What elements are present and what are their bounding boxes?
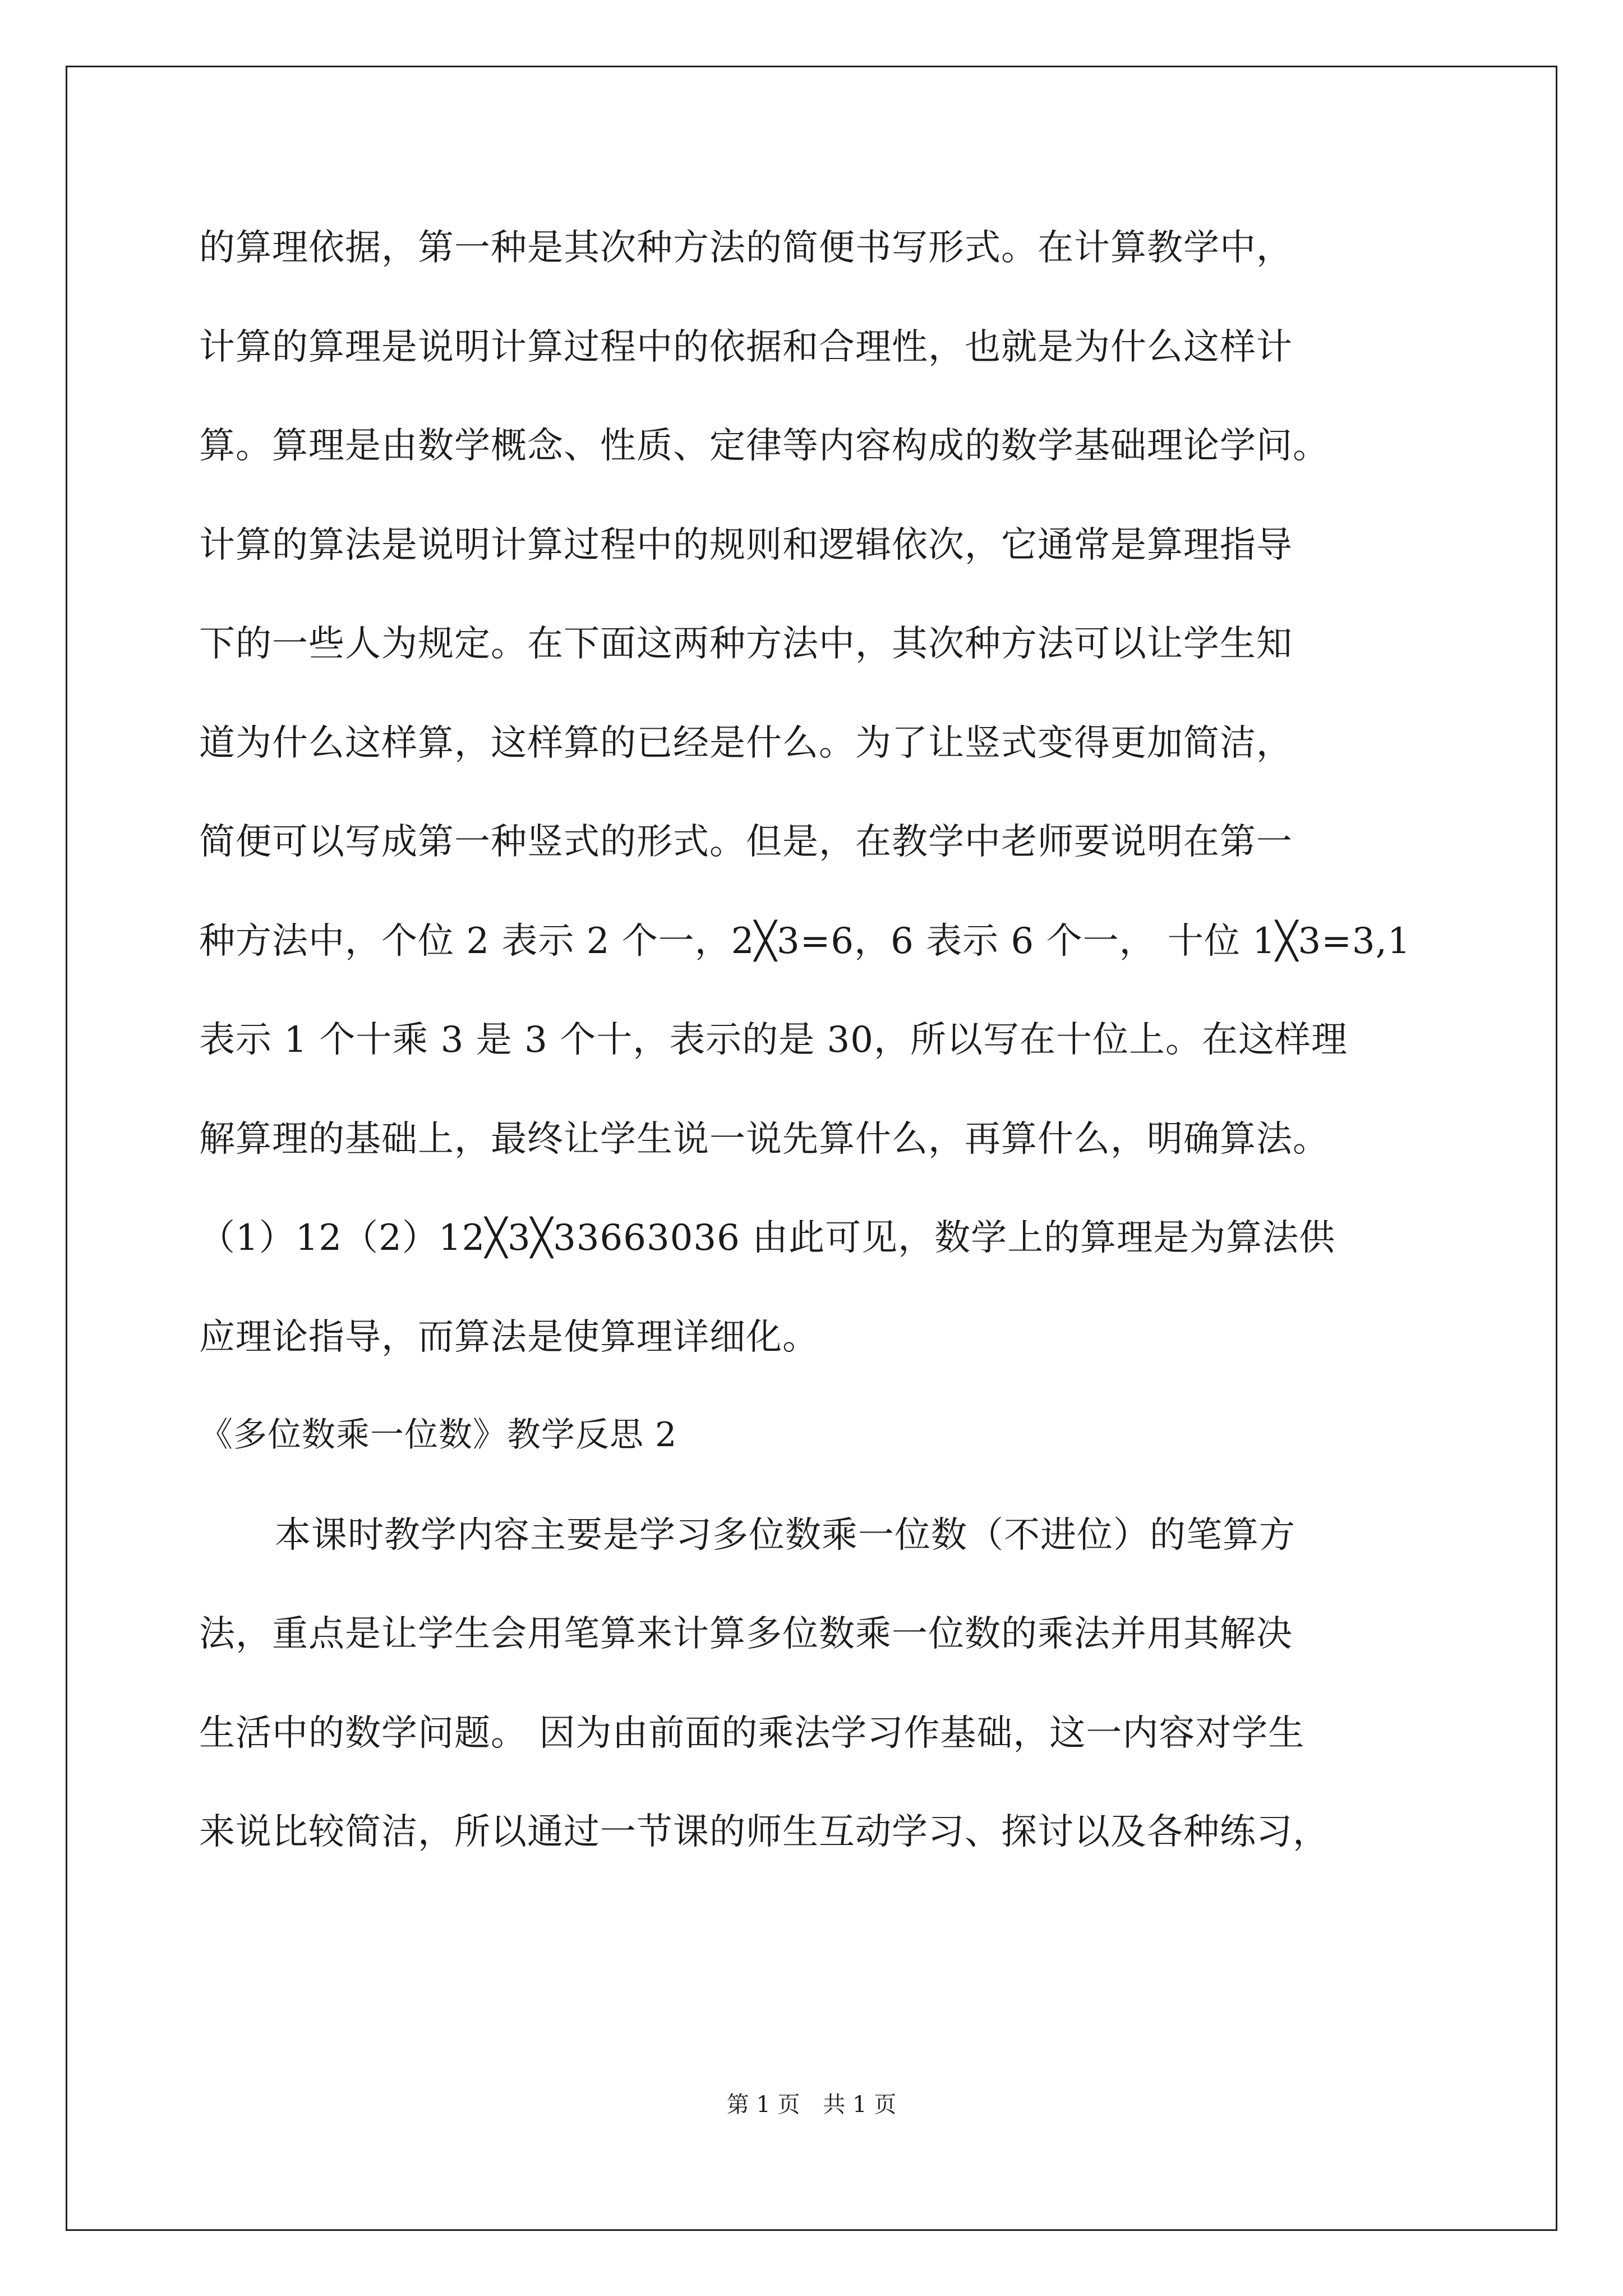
body-line-3: 算。算理是由数学概念、性质、定律等内容构成的数学基础理论学问。 bbox=[199, 425, 1329, 467]
section-line-1: 本课时教学内容主要是学习多位数乘一位数（不进位）的笔算方 bbox=[275, 1515, 1295, 1556]
body-line-9: 表示 1 个十乘 3 是 3 个十，表示的是 30，所以写在十位上。在这样理 bbox=[199, 1019, 1348, 1061]
body-line-4: 计算的算法是说明计算过程中的规则和逻辑依次，它通常是算理指导 bbox=[199, 524, 1293, 566]
section-title: 《多位数乘一位数》教学反思 2 bbox=[199, 1415, 677, 1455]
body-line-7: 简便可以写成第一种竖式的形式。但是，在教学中老师要说明在第一 bbox=[199, 821, 1293, 863]
body-line-11: （1）12（2）12╳3╳33663036 由此可见，数学上的算理是为算法供 bbox=[199, 1217, 1336, 1259]
body-line-5: 下的一些人为规定。在下面这两种方法中，其次种方法可以让学生知 bbox=[199, 623, 1293, 665]
section-line-4: 来说比较简洁，所以通过一节课的师生互动学习、探讨以及各种练习， bbox=[199, 1811, 1329, 1853]
page-total: 共 1 页 bbox=[823, 2092, 897, 2118]
page-footer bbox=[0, 2087, 1623, 2119]
body-line-12: 应理论指导，而算法是使算理详细化。 bbox=[199, 1317, 819, 1358]
body-line-6: 道为什么这样算，这样算的已经是什么。为了让竖式变得更加简洁， bbox=[199, 723, 1293, 764]
body-line-10: 解算理的基础上，最终让学生说一说先算什么，再算什么，明确算法。 bbox=[199, 1119, 1329, 1160]
section-line-2: 法，重点是让学生会用笔算来计算多位数乘一位数的乘法并用其解决 bbox=[199, 1613, 1293, 1655]
body-line-2: 计算的算理是说明计算过程中的依据和合理性，也就是为什么这样计 bbox=[199, 326, 1293, 368]
body-line-1: 的算理依据，第一种是其次种方法的简便书写形式。在计算教学中， bbox=[199, 227, 1293, 269]
section-line-3: 生活中的数学问题。 因为由前面的乘法学习作基础，这一内容对学生 bbox=[199, 1713, 1305, 1754]
page-number: 第 1 页 bbox=[726, 2092, 800, 2118]
body-line-8: 种方法中，个位 2 表示 2 个一，2╳3=6，6 表示 6 个一， 十位 1╳3=3,1 bbox=[199, 921, 1411, 962]
